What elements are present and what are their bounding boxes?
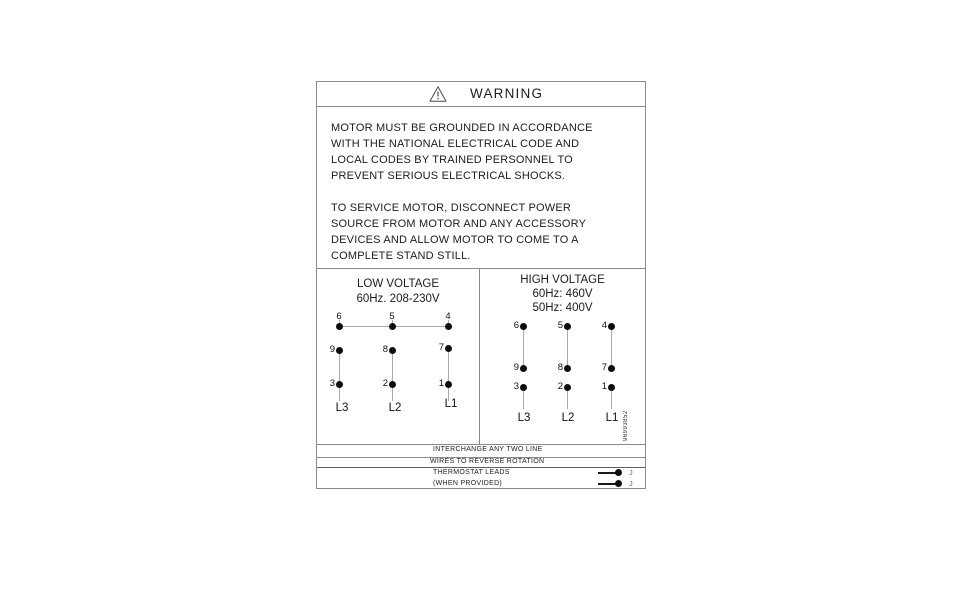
warning-header — [317, 82, 645, 107]
warning-title: WARNING — [470, 86, 544, 101]
hv-wire-4-7 — [611, 326, 612, 368]
hv-terminal-2: 2 — [557, 381, 563, 392]
hv-terminal-dot-9 — [520, 365, 527, 372]
hv-terminal-dot-2 — [564, 384, 571, 391]
hv-terminal-dot-5 — [564, 323, 571, 330]
lv-wire-8-2-L2 — [392, 350, 393, 401]
lv-terminal-dot-6 — [336, 323, 343, 330]
lv-terminal-9: 9 — [329, 344, 335, 355]
hv-terminal-dot-1 — [608, 384, 615, 391]
low-voltage-subtitle: 60Hz. 208-230V — [356, 293, 440, 305]
warning-line: WITH THE NATIONAL ELECTRICAL CODE AND — [331, 138, 580, 150]
rotation-note-line2: WIRES TO REVERSE ROTATION — [430, 458, 545, 465]
thermostat-leads-line2: (WHEN PROVIDED) — [433, 480, 503, 487]
warning-paragraph-grounding — [331, 120, 627, 184]
thermostat-lead-label-1: J — [629, 468, 633, 477]
hv-line-label-L3: L3 — [517, 412, 531, 424]
warning-line: COMPLETE STAND STILL. — [331, 250, 471, 262]
lv-terminal-4: 4 — [445, 311, 451, 322]
lv-terminal-3: 3 — [329, 378, 335, 389]
lv-terminal-2: 2 — [382, 378, 388, 389]
thermostat-lead-dot-2 — [615, 480, 622, 487]
lv-terminal-6: 6 — [336, 311, 342, 322]
lv-line-label-L2: L2 — [388, 402, 402, 414]
thermostat-row-divider — [317, 467, 645, 468]
hv-terminal-dot-3 — [520, 384, 527, 391]
hv-terminal-3: 3 — [513, 381, 519, 392]
lv-wire-7-1-L1 — [448, 348, 449, 401]
thermostat-leads-line1: THERMOSTAT LEADS — [433, 469, 510, 476]
warning-line: DEVICES AND ALLOW MOTOR TO COME TO A — [331, 234, 579, 246]
lv-terminal-dot-2 — [389, 381, 396, 388]
hv-terminal-5: 5 — [557, 320, 563, 331]
hv-wire-5-8 — [567, 326, 568, 368]
high-voltage-subtitle-50hz: 50Hz: 400V — [532, 302, 593, 314]
footer-top-divider — [317, 444, 645, 445]
hv-line-label-L2: L2 — [561, 412, 575, 424]
hv-terminal-8: 8 — [557, 362, 563, 373]
hv-terminal-7: 7 — [601, 362, 607, 373]
thermostat-lead-label-2: J — [629, 479, 633, 488]
lv-terminal-5: 5 — [389, 311, 395, 322]
hv-wire-6-9 — [523, 326, 524, 368]
hv-terminal-1: 1 — [601, 381, 607, 392]
lv-terminal-8: 8 — [382, 344, 388, 355]
lv-terminal-dot-5 — [389, 323, 396, 330]
hv-terminal-6: 6 — [513, 320, 519, 331]
lv-terminal-dot-7 — [445, 345, 452, 352]
lv-terminal-7: 7 — [438, 342, 444, 353]
warning-line: TO SERVICE MOTOR, DISCONNECT POWER — [331, 202, 572, 214]
lv-terminal-dot-3 — [336, 381, 343, 388]
diagram-top-divider — [317, 268, 645, 269]
lv-terminal-dot-9 — [336, 347, 343, 354]
warning-line: LOCAL CODES BY TRAINED PERSONNEL TO — [331, 154, 573, 166]
warning-triangle-icon — [428, 85, 448, 103]
thermostat-lead-dot-1 — [615, 469, 622, 476]
lv-terminal-dot-1 — [445, 381, 452, 388]
hv-terminal-9: 9 — [513, 362, 519, 373]
warning-paragraph-service — [331, 200, 627, 264]
hv-terminal-4: 4 — [601, 320, 607, 331]
warning-line: PREVENT SERIOUS ELECTRICAL SHOCKS. — [331, 170, 566, 182]
hv-terminal-dot-8 — [564, 365, 571, 372]
warning-line: SOURCE FROM MOTOR AND ANY ACCESSORY — [331, 218, 587, 230]
hv-terminal-dot-7 — [608, 365, 615, 372]
lv-terminal-dot-4 — [445, 323, 452, 330]
rotation-note-line1: INTERCHANGE ANY TWO LINE — [433, 446, 543, 453]
low-voltage-title: LOW VOLTAGE — [356, 278, 439, 290]
lv-terminal-1: 1 — [438, 378, 444, 389]
label-part-number: 96993852 — [623, 410, 629, 441]
lv-terminal-dot-8 — [389, 347, 396, 354]
high-voltage-subtitle-60hz: 60Hz: 460V — [532, 288, 593, 300]
high-voltage-title: HIGH VOLTAGE — [520, 274, 605, 286]
warning-line: MOTOR MUST BE GROUNDED IN ACCORDANCE — [331, 122, 593, 134]
motor-warning-label — [316, 81, 646, 489]
lv-line-label-L1: L1 — [444, 398, 458, 410]
hv-line-label-L1: L1 — [605, 412, 619, 424]
lv-line-label-L3: L3 — [335, 402, 349, 414]
warning-body — [331, 120, 627, 264]
hv-terminal-dot-6 — [520, 323, 527, 330]
lv-wire-9-3-L3 — [339, 350, 340, 401]
hv-terminal-dot-4 — [608, 323, 615, 330]
